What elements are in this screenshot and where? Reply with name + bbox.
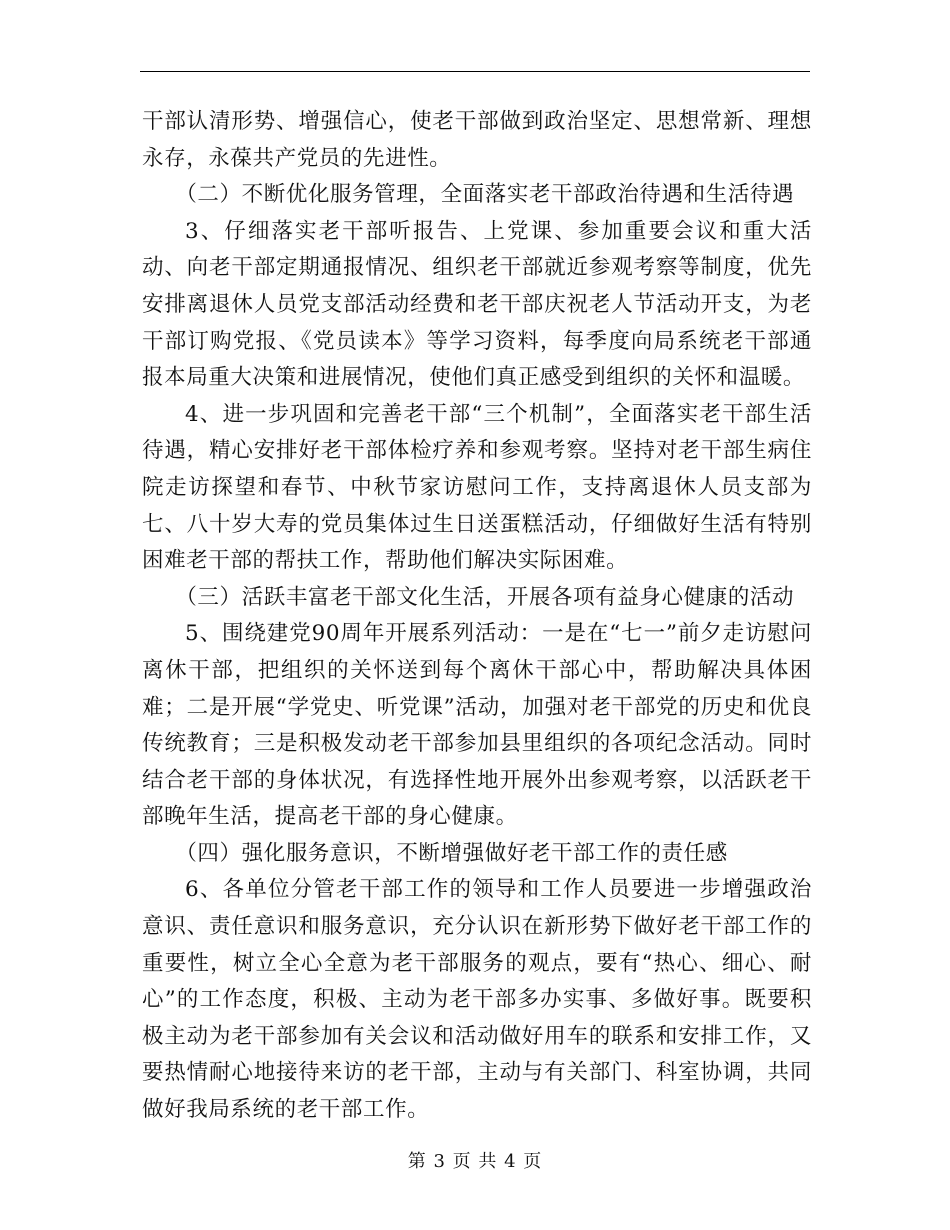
document-body [142, 104, 812, 1129]
paragraph-item-6: 6、各单位分管老干部工作的领导和工作人员要进一步增强政治意识、责任意识和服务意识，充分认识在新形势下做好老干部工作的重要性，树立全心全意为老干部服务的观点，要有“热心、细心、耐心”的工作态度，积极、主动为老干部多办实事、多做好事。既要积极主动为老干部参加有关会议和活动做好用车的联系和安排工作，又要热情耐心地接待来访的老干部，主动与有关部门、科室协调，共同做好我局系统的老干部工作。 [142, 877, 812, 1123]
paragraph-item-3: 3、仔细落实老干部听报告、上党课、参加重要会议和重大活动、向老干部定期通报情况、组织老干部就近参观考察等制度，优先安排离退休人员党支部活动经费和老干部庆祝老人节活动开支，为老干部订购党报、《党员读本》等学习资料，每季度向局系统老干部通报本局重大决策和进展情况，使他们真正感受到组织的关怀和温暖。 [142, 218, 812, 391]
header-rule [140, 71, 810, 72]
section-heading-2: （二）不断优化服务管理，全面落实老干部政治待遇和生活待遇 [175, 182, 795, 208]
section-heading-4: （四）强化服务意识，不断增强做好老干部工作的责任感 [175, 840, 728, 866]
paragraph-item-5: 5、围绕建党90周年开展系列活动：一是在“七一”前夕走访慰问离休干部，把组织的关怀送到每个离休干部心中，帮助解决具体困难；二是开展“学党史、听党课”活动，加强对老干部党的历史和优良传统教育；三是积极发动老干部参加县里组织的各项纪念活动。同时结合老干部的身体状况，有选择性地开展外出参观考察，以活跃老干部晚年生活，提高老干部的身心健康。 [142, 621, 812, 830]
paragraph-continuation: 干部认清形势、增强信心，使老干部做到政治坚定、思想常新、理想永存，永葆共产党员的先进性。 [142, 109, 812, 171]
section-heading-3: （三）活跃丰富老干部文化生活，开展各项有益身心健康的活动 [175, 584, 795, 610]
paragraph-item-4: 4、进一步巩固和完善老干部“三个机制”，全面落实老干部生活待遇，精心安排好老干部体检疗养和参观考察。坚持对老干部生病住院走访探望和春节、中秋节家访慰问工作，支持离退休人员支部为七、八十岁大寿的党员集体过生日送蛋糕活动，仔细做好生活有特别困难老干部的帮扶工作，帮助他们解决实际困难。 [142, 401, 812, 574]
page-number-footer: 第 3 页 共 4 页 [407, 1151, 543, 1172]
